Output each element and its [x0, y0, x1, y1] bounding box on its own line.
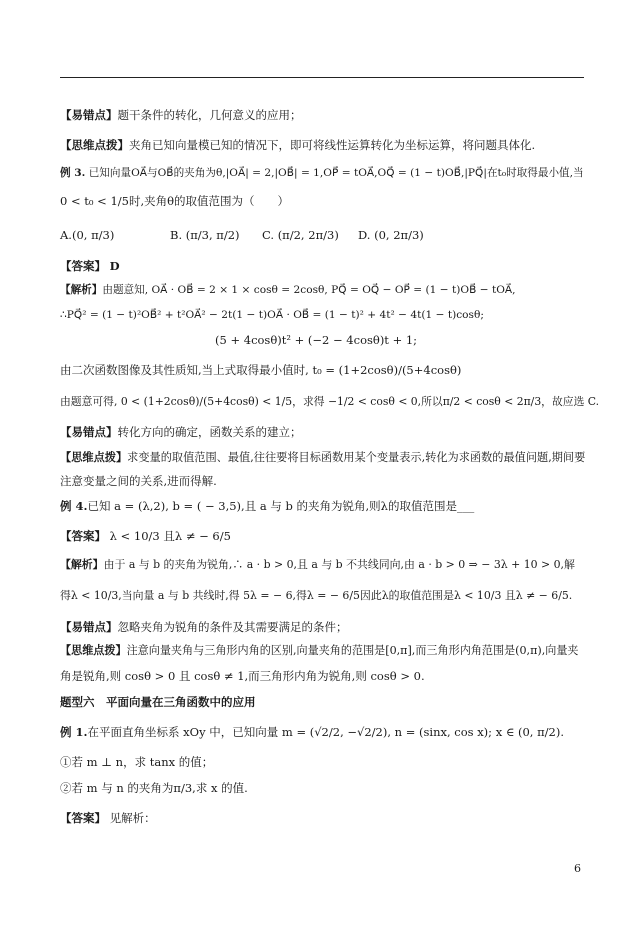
- line-text: 见解析：: [109, 811, 156, 825]
- option-c: C. (π/2, 2π/3): [262, 228, 339, 242]
- line-text: 已知向量OA⃗与OB⃗的夹角为θ,|OA⃗| = 2,|OB⃗| = 1,OP⃗ = tOA⃗,OQ⃗ = (1 − t)OB⃗,|PQ⃗|在t₀时取得最小值,当: [88, 167, 584, 179]
- line-label: 【解析】: [60, 284, 103, 296]
- text-line: [60, 619, 590, 635]
- text-line: [60, 754, 590, 770]
- section-title: 平面向量在三角函数中的应用: [106, 695, 256, 709]
- option-d: D. (0, 2π/3): [358, 228, 424, 242]
- line-text: 已知 a = (λ,2), b = ( − 3,5),且 a 与 b 的夹角为锐角,则λ的取值范围是___: [87, 499, 475, 513]
- line-text: 注意变量之间的关系,进而得解.: [60, 474, 217, 488]
- line-text: 求变量的取值范围、最值,往往要将目标函数用某个变量表示,转化为求函数的最值问题,期间要: [127, 451, 586, 464]
- text-line: [60, 449, 590, 466]
- line-label: 【思维点拨】: [60, 644, 127, 657]
- line-text: 由于 a 与 b 的夹角为锐角,∴ a · b > 0,且 a 与 b 不共线同向,由 a · b > 0 ⇒ − 3λ + 10 > 0,解: [103, 558, 575, 571]
- text-line: [60, 643, 590, 659]
- line-text: 题干条件的转化，几何意义的应用；: [117, 108, 302, 122]
- text-line: [60, 193, 590, 209]
- text-line: [60, 498, 590, 514]
- line-label: 【答案】: [60, 259, 106, 273]
- text-line: [60, 394, 600, 410]
- text-line: [60, 810, 590, 826]
- line-text: λ < 10/3 且λ ≠ − 6/5: [109, 529, 231, 543]
- line-text: 由题意可得, 0 < (1+2cosθ)/(5+4cosθ) < 1/5，求得 −1/2 < cosθ < 0,所以π/2 < cosθ < 2π/3，故应选 C.: [60, 395, 600, 408]
- line-text: D: [109, 259, 120, 273]
- text-line: [60, 557, 590, 573]
- text-line: [60, 107, 590, 123]
- page-number: 6: [574, 862, 581, 875]
- option-a: A.(0, π/3): [60, 228, 115, 242]
- line-text: ∴PQ⃗² = (1 − t)²OB⃗² + t²OA⃗² − 2t(1 − t)OA⃗ · OB⃗ = (1 − t)² + 4t² − 4t(1 − t)cosθ;: [60, 309, 484, 321]
- text-line: [215, 332, 515, 348]
- line-text: 由二次函数图像及其性质知,当上式取得最小值时, t₀ = (1+2cosθ)/(5+4cosθ): [60, 363, 462, 377]
- text-line: [60, 424, 590, 440]
- line-label: 【易错点】: [60, 108, 118, 122]
- line-text: 夹角已知向量模已知的情况下，即可将线性运算转化为坐标运算，将问题具体化.: [129, 138, 536, 152]
- line-text: 在平面直角坐标系 xOy 中，已知向量 m = (√2/2, −√2/2), n = (sinx, cos x); x ∈ (0, π/2).: [87, 725, 565, 739]
- text-line: [60, 528, 590, 544]
- line-text: 注意向量夹角与三角形内角的区别,向量夹角的范围是[0,π],而三角形内角范围是(0,π),向量夹: [126, 644, 579, 657]
- text-line: [60, 780, 590, 796]
- line-text: ②若 m 与 n 的夹角为π/3,求 x 的值.: [60, 781, 248, 795]
- option-b: B. (π/3, π/2): [170, 228, 240, 242]
- text-line: [60, 668, 590, 684]
- text-line: [60, 473, 590, 489]
- text-line: [60, 307, 590, 323]
- line-text: 0 < t₀ < 1/5时,夹角θ的取值范围为（ ）: [60, 194, 290, 208]
- line-text: (5 + 4cosθ)t² + (−2 − 4cosθ)t + 1;: [215, 333, 418, 347]
- line-label: 【思维点拨】: [60, 450, 128, 464]
- line-text: 转化方向的确定，函数关系的建立；: [117, 425, 302, 439]
- line-label: 【思维点拨】: [60, 138, 129, 152]
- line-label: 【解析】: [60, 558, 104, 571]
- text-line: [60, 588, 590, 604]
- line-text: 忽略夹角为锐角的条件及其需要满足的条件；: [117, 620, 348, 634]
- header-rule: [60, 77, 584, 78]
- text-line: [60, 724, 590, 740]
- line-label: 【易错点】: [60, 425, 118, 439]
- text-line: [60, 362, 590, 378]
- section-label: 题型六: [60, 695, 95, 709]
- line-text: 得λ < 10/3,当向量 a 与 b 共线时,得 5λ = − 6,得λ = − 6/5因此λ的取值范围是λ < 10/3 且λ ≠ − 6/5.: [60, 589, 573, 602]
- line-label: 例 4.: [60, 499, 88, 513]
- line-text: ①若 m ⊥ n，求 tanx 的值；: [60, 755, 214, 769]
- line-label: 例 3.: [60, 167, 86, 179]
- line-label: 【易错点】: [60, 620, 118, 634]
- text-line: [60, 137, 590, 153]
- line-text: 角是锐角,则 cosθ > 0 且 cosθ ≠ 1,而三角形内角为锐角,则 cosθ > 0.: [60, 669, 425, 683]
- text-line: [60, 165, 590, 181]
- text-line: [60, 258, 590, 274]
- line-text: 由题意知, OA⃗ · OB⃗ = 2 × 1 × cosθ = 2cosθ, PQ⃗ = OQ⃗ − OP⃗ = (1 − t)OB⃗ − tOA⃗,: [102, 284, 516, 296]
- section-heading: [60, 694, 590, 710]
- line-label: 例 1.: [60, 725, 88, 739]
- line-label: 【答案】: [60, 811, 106, 825]
- text-line: [60, 282, 590, 298]
- line-label: 【答案】: [60, 529, 106, 543]
